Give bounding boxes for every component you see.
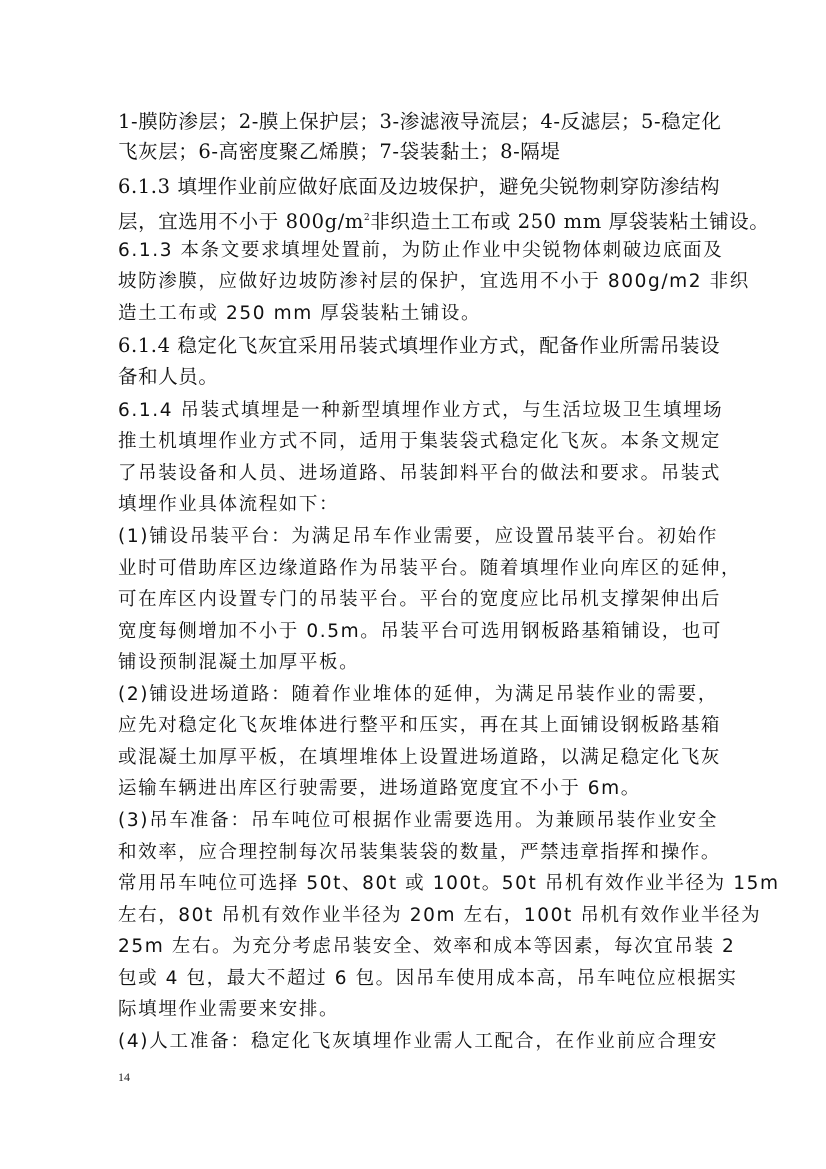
superscript-2: 2 (363, 213, 371, 223)
step-3-line-1: (3)吊车准备：吊车吨位可根据作业需要选用。为兼顾吊装作业安全 (118, 810, 718, 831)
step-3-line-4: 左右，80t 吊机有效作业半径为 20m 左右，100t 吊机有效作业半径为 (118, 905, 762, 926)
commentary-6-1-3-line-2: 坡防渗膜，应做好边坡防渗衬层的保护，宜选用不小于 800g/m2 非织 (118, 271, 750, 292)
clause-6-1-3-line-1: 6.1.3 填埋作业前应做好底面及边坡保护，避免尖锐物刺穿防渗结构 (118, 175, 721, 198)
commentary-6-1-4-line-3: 了吊装设备和人员、进场道路、吊装卸料平台的做法和要求。吊装式 (118, 463, 722, 484)
commentary-6-1-3-line-1: 6.1.3 本条文要求填埋处置前，为防止作业中尖锐物体刺破边底面及 (118, 240, 724, 261)
step-1-line-4: 宽度每侧增加不小于 0.5m。吊装平台可选用钢板路基箱铺设，也可 (118, 621, 723, 642)
clause-6-1-3-text-a: 层，宜选用不小于 800g/m (118, 210, 364, 233)
commentary-6-1-3-line-3: 造土工布或 250 mm 厚袋装粘土铺设。 (118, 303, 482, 324)
step-3-line-5: 25m 左右。为充分考虑吊装安全、效率和成本等因素，每次宜吊装 2 (118, 936, 736, 957)
step-2-line-2: 应先对稳定化飞灰堆体进行整平和压实，再在其上面铺设钢板路基箱 (118, 715, 722, 736)
clause-6-1-4-line-2: 备和人员。 (118, 365, 219, 388)
figure-caption-line-1: 1-膜防渗层；2-膜上保护层；3-渗滤液导流层；4-反滤层；5-稳定化 (118, 110, 722, 133)
step-3-line-7: 际填埋作业需要来安排。 (118, 999, 340, 1020)
step-1-line-5: 铺设预制混凝土加厚平板。 (118, 652, 360, 673)
step-1-line-1: (1)铺设吊装平台：为满足吊车作业需要，应设置吊装平台。初始作 (118, 526, 718, 547)
step-3-line-3: 常用吊车吨位可选择 50t、80t 或 100t。50t 吊机有效作业半径为 15m (118, 873, 780, 894)
step-2-line-4: 运输车辆进出库区行驶需要，进场道路宽度宜不小于 6m。 (118, 778, 641, 799)
step-2-line-3: 或混凝土加厚平板，在填埋堆体上设置进场道路，以满足稳定化飞灰 (118, 747, 722, 768)
step-1-line-2: 业时可借助库区边缘道路作为吊装平台。随着填埋作业向库区的延伸， (118, 558, 742, 579)
commentary-6-1-4-line-2: 推土机填埋作业方式不同，适用于集装袋式稳定化飞灰。本条文规定 (118, 431, 722, 452)
commentary-6-1-4-line-4: 填埋作业具体流程如下： (118, 494, 340, 515)
clause-6-1-3-text-b: 非织造土工布或 250 mm 厚袋装粘土铺设。 (370, 210, 770, 233)
commentary-6-1-4-line-1: 6.1.4 吊装式填埋是一种新型填埋作业方式，与生活垃圾卫生填埋场 (118, 400, 724, 421)
clause-6-1-3-line-2 (118, 205, 770, 233)
step-1-line-3: 可在库区内设置专门的吊装平台。平台的宽度应比吊机支撑架伸出后 (118, 589, 722, 610)
clause-6-1-4-line-1: 6.1.4 稳定化飞灰宜采用吊装式填埋作业方式，配备作业所需吊装设 (118, 334, 721, 357)
step-4-line-1: (4)人工准备：稳定化飞灰填埋作业需人工配合，在作业前应合理安 (118, 1031, 718, 1052)
figure-caption-line-2: 飞灰层；6-高密度聚乙烯膜；7-袋装黏土；8-隔堤 (118, 140, 561, 163)
page-number: 14 (118, 1070, 130, 1084)
step-3-line-6: 包或 4 包，最大不超过 6 包。因吊车使用成本高，吊车吨位应根据实 (118, 968, 738, 989)
step-2-line-1: (2)铺设进场道路：随着作业堆体的延伸，为满足吊装作业的需要， (118, 684, 718, 705)
step-3-line-2: 和效率，应合理控制每次吊装集装袋的数量，严禁违章指挥和操作。 (118, 842, 722, 863)
